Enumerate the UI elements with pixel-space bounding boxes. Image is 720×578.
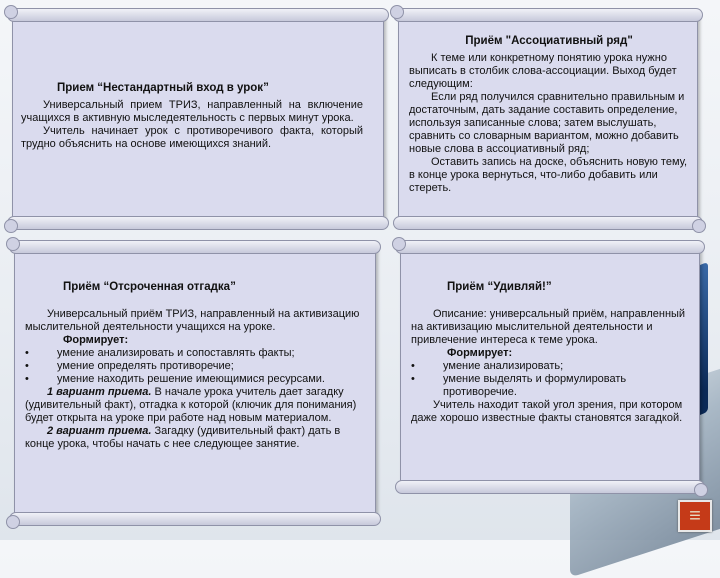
next-slide-button[interactable] bbox=[678, 500, 712, 532]
card-title: Приём “Удивляй!” bbox=[447, 281, 552, 293]
scroll-bottom-roll bbox=[7, 216, 389, 230]
scroll-bottom-roll bbox=[395, 480, 705, 494]
scroll-curl bbox=[392, 237, 406, 251]
next-slide-icon: ≡ bbox=[689, 505, 701, 527]
scroll-curl bbox=[390, 5, 404, 19]
card-paragraph: Оставить запись на доске, объяснить новую тему, в конце урока вернуться, что-либо добавить или стереть. bbox=[409, 156, 688, 194]
card-title: Прием “Нестандартный вход в урок” bbox=[57, 82, 269, 94]
card-paragraph: Учитель начинает урок с противоречивого факта, который трудно объяснить на основе имеющихся знаний. bbox=[21, 125, 363, 150]
scroll-bottom-roll bbox=[9, 512, 381, 526]
card-paragraph: К теме или конкретному понятию урока нужно выписать в столбик слова-ассоциации. Выход будет следующим: bbox=[409, 52, 677, 90]
list-item: • умение выделять и формулировать противоречие. bbox=[411, 373, 627, 398]
scroll-top-roll bbox=[7, 8, 389, 22]
scroll-curl bbox=[4, 219, 18, 233]
scroll-top-roll bbox=[393, 8, 703, 22]
forms-label: Формирует: bbox=[447, 347, 513, 359]
scroll-bottom-roll bbox=[393, 216, 703, 230]
forms-label: Формирует: bbox=[63, 334, 129, 346]
card-title: Приём “Отсроченная отгадка” bbox=[63, 281, 236, 293]
scroll-curl bbox=[6, 237, 20, 251]
scroll-curl bbox=[694, 483, 708, 497]
card-paragraph: Универсальный прием ТРИЗ, направленный на включение учащихся в активную мыследеятельность с первых минут урока. bbox=[21, 99, 363, 124]
scroll-curl bbox=[4, 5, 18, 19]
card-surprise bbox=[400, 248, 700, 486]
card-paragraph: Учитель находит такой угол зрения, при котором даже хорошо известные факты становятся загадкой. bbox=[411, 399, 683, 424]
card-associative-row bbox=[398, 16, 698, 222]
card-paragraph: Если ряд получился сравнительно правильным и достаточным, дать задание составить определение, используя записанные слова; затем выслушать, сравнить со словарным вариантом, можно добавить новые слова в ассоциативный ряд; bbox=[409, 91, 685, 155]
card-title: Приём "Ассоциативный ряд" bbox=[465, 35, 633, 47]
card-non-standard-start bbox=[12, 16, 384, 222]
list-item: • умение анализировать; bbox=[411, 360, 564, 372]
list-item: • умение определять противоречие; bbox=[25, 360, 234, 372]
card-paragraph: 2 вариант приема. Загадку (удивительный факт) дать в конце урока, чтобы начать с нее следующее занятие. bbox=[25, 425, 341, 450]
card-paragraph: 1 вариант приема. В начале урока учитель дает загадку (удивительный факт), отгадка к которой (ключик для понимания) будет открыта на уроке при работе над новым материалом. bbox=[25, 386, 357, 424]
card-paragraph: Универсальный приём ТРИЗ, направленный на активизацию мыслительной деятельности учащихся на уроке. bbox=[25, 308, 360, 333]
list-item: • умение анализировать и сопоставлять факты; bbox=[25, 347, 295, 359]
card-paragraph: Описание: универсальный приём, направленный на активизацию мыслительной деятельности и привлечение интереса к теме урока. bbox=[411, 308, 686, 346]
list-item: • умение находить решение имеющимися ресурсами. bbox=[25, 373, 325, 385]
scroll-curl bbox=[692, 219, 706, 233]
scroll-top-roll bbox=[395, 240, 705, 254]
scroll-top-roll bbox=[9, 240, 381, 254]
scroll-curl bbox=[6, 515, 20, 529]
card-delayed-answer bbox=[14, 248, 376, 518]
